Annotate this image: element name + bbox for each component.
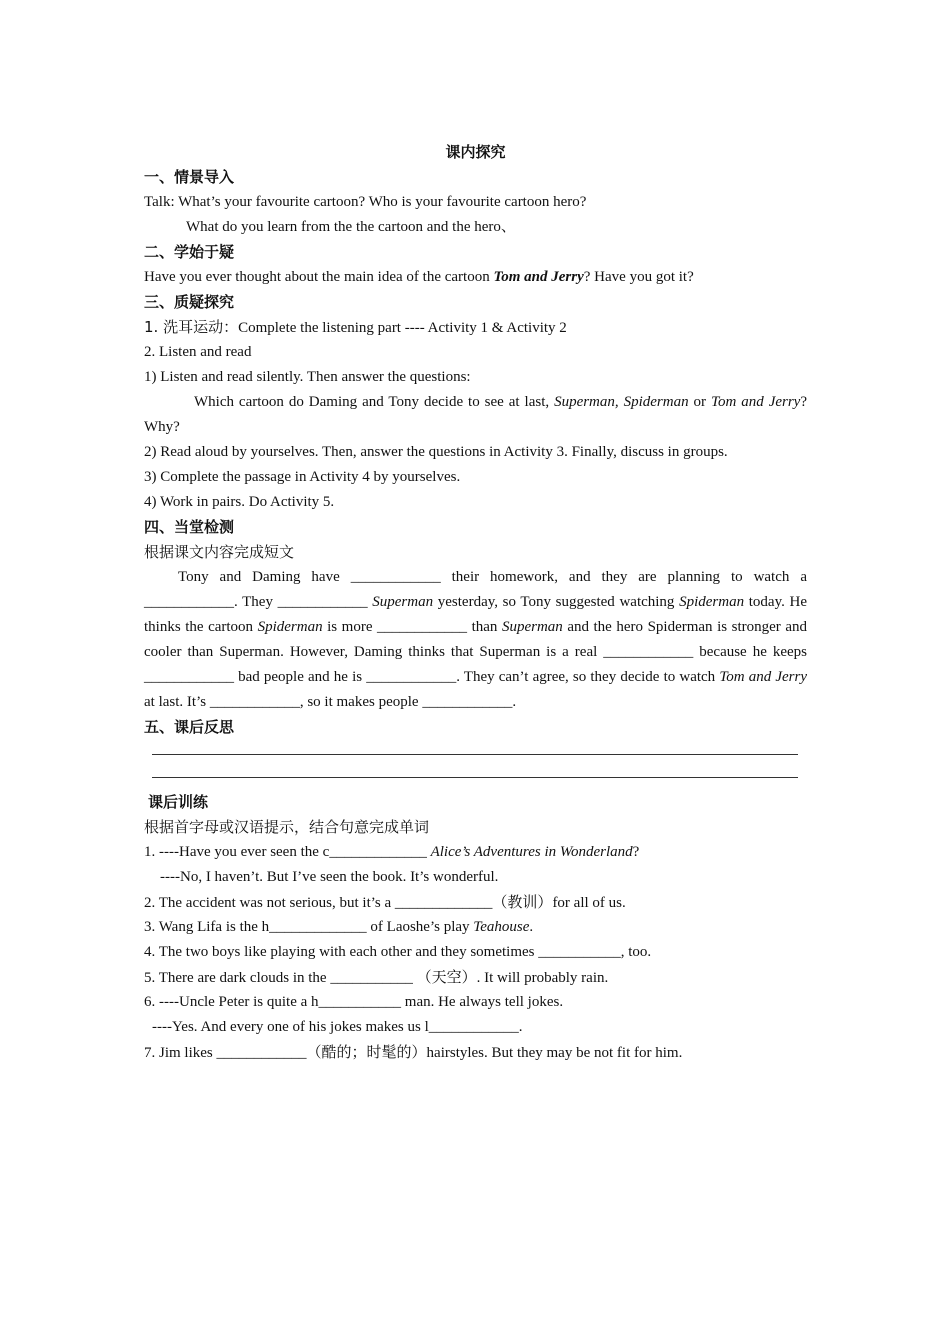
cloze-blank-6: ____________ xyxy=(144,669,234,685)
cloze-text: , so it makes people xyxy=(299,694,423,710)
activity-item-2: 2. Listen and read xyxy=(144,344,252,360)
section-heading-5: 五、课后反思 xyxy=(144,718,235,736)
cloze-italic: Spiderman xyxy=(679,594,745,610)
section-6-instruction: 根据首字母或汉语提示，结合句意完成单词 xyxy=(144,818,430,836)
activity-question-post: ? Why? xyxy=(144,394,808,435)
page-title: 课内探究 xyxy=(445,143,506,161)
activity-item-3: 1) Listen and read silently. Then answer the questions: xyxy=(144,369,471,385)
cloze-blank-7: ____________ xyxy=(366,669,457,685)
worksheet-page xyxy=(144,140,807,1065)
question-line xyxy=(144,265,807,290)
writing-line-1 xyxy=(152,754,798,755)
chinese-hint: （酷的；时髦的） xyxy=(306,1043,427,1061)
question-text-pre: Have you ever thought about the main idea of the cartoon xyxy=(144,269,494,285)
cloze-text: because he keeps xyxy=(693,644,807,660)
cloze-blank-4: ____________ xyxy=(377,619,468,635)
cloze-text: yesterday, so Tony suggested watching xyxy=(433,594,680,610)
section-heading-2: 二、学始于疑 xyxy=(144,243,235,261)
section-heading-4: 四、当堂检测 xyxy=(144,518,235,536)
cloze-text: today. He thinks the cartoon xyxy=(144,594,807,635)
exercise-text: 3. Wang Lifa is the h_____________ of Laoshe’s play xyxy=(144,919,474,935)
cloze-text: . xyxy=(512,694,517,710)
activity-question-em2b: and Jerry xyxy=(741,394,801,410)
cloze-text: is more xyxy=(322,619,378,635)
cloze-text: than xyxy=(467,619,502,635)
cloze-passage xyxy=(144,565,807,715)
cloze-text: Tony and Daming have xyxy=(178,569,351,585)
question-text-post: ? Have you got it? xyxy=(583,269,694,285)
activity-question xyxy=(144,390,807,440)
exercise-3 xyxy=(144,915,807,940)
talk-line: Talk: What’s your favourite cartoon? Who is your favourite cartoon hero? xyxy=(144,194,587,210)
section-heading-6: 课后训练 xyxy=(148,793,209,811)
play-title: Teahouse xyxy=(473,919,530,935)
cloze-italic: Spiderman xyxy=(257,619,323,635)
cloze-text: and the hero Spiderman is stronger and cooler than Superman. However, Daming thinks that Superman is a real xyxy=(144,619,807,660)
exercise-1 xyxy=(144,840,807,865)
section-heading-1: 一、情景导入 xyxy=(144,168,235,186)
activity-question-em1: Superman, Spiderman xyxy=(554,394,689,410)
writing-line-2 xyxy=(152,777,798,778)
cloze-blank-3: ____________ xyxy=(277,594,368,610)
exercise-text: . xyxy=(529,919,534,935)
cloze-blank-8: ____________ xyxy=(209,694,300,710)
activity-item-5: 3) Complete the passage in Activity 4 by yourselves. xyxy=(144,469,461,485)
talk-line-2: What do you learn from the the cartoon and the hero、 xyxy=(186,219,516,235)
exercise-text: 7. Jim likes ____________ xyxy=(144,1045,307,1061)
exercise-6: 6. ----Uncle Peter is quite a h___________ man. He always tell jokes. xyxy=(144,994,564,1010)
chinese-hint: （天空） xyxy=(416,968,477,986)
cloze-text: their homework, and they are planning to watch a xyxy=(440,569,807,585)
exercise-2 xyxy=(144,890,807,915)
exercise-text: . It will probably rain. xyxy=(476,970,609,986)
exercise-text: hairstyles. But they may be not fit for him. xyxy=(426,1045,683,1061)
cloze-blank-9: ____________ xyxy=(422,694,513,710)
exercise-text: for all of us. xyxy=(552,895,626,911)
exercise-5 xyxy=(144,965,807,990)
exercise-7 xyxy=(144,1040,807,1065)
chinese-hint: （教训） xyxy=(492,893,553,911)
cloze-text: at last. It’s xyxy=(144,694,210,710)
cloze-blank-5: ____________ xyxy=(603,644,694,660)
exercise-6-answer: ----Yes. And every one of his jokes makes us l____________. xyxy=(152,1019,523,1035)
section-4-instruction: 根据课文内容完成短文 xyxy=(144,543,295,561)
cloze-text: bad people and he is xyxy=(234,669,367,685)
cloze-italic: Tom and Jerry xyxy=(719,669,808,685)
exercise-text: ? xyxy=(632,844,640,860)
exercise-text: 1. ----Have you ever seen the c_____________ xyxy=(144,844,431,860)
activity-item-1 xyxy=(144,315,807,340)
cloze-italic: Superman xyxy=(372,594,434,610)
cloze-text: . They can’t agree, so they decide to watch xyxy=(456,669,720,685)
activity-item-6: 4) Work in pairs. Do Activity 5. xyxy=(144,494,335,510)
cloze-text: . They xyxy=(234,594,278,610)
activity-question-em2a: Tom xyxy=(710,394,737,410)
cloze-blank-1: ____________ xyxy=(350,569,441,585)
exercise-4: 4. The two boys like playing with each other and they sometimes ___________, too. xyxy=(144,944,652,960)
exercise-text: 5. There are dark clouds in the ___________ xyxy=(144,970,417,986)
exercise-1-answer: ----No, I haven’t. But I’ve seen the book. It’s wonderful. xyxy=(160,869,499,885)
activity-item-1-cn: 1. 洗耳运动： xyxy=(144,318,239,336)
activity-question-pre: Which cartoon do Daming and Tony decide to see at last, xyxy=(194,394,555,410)
activity-item-1-en: Complete the listening part ---- Activity 1 & Activity 2 xyxy=(238,320,567,336)
section-heading-3: 三、质疑探究 xyxy=(144,293,235,311)
cloze-blank-2: ____________ xyxy=(144,594,234,610)
cartoon-title: Tom and Jerry xyxy=(493,269,584,285)
activity-question-mid: or xyxy=(688,394,711,410)
book-title: Alice’s Adventures in Wonderland xyxy=(430,844,633,860)
cloze-italic: Superman xyxy=(501,619,563,635)
reflection-lines xyxy=(144,740,807,778)
exercise-text: 2. The accident was not serious, but it’s a _____________ xyxy=(144,895,493,911)
activity-item-4: 2) Read aloud by yourselves. Then, answer the questions in Activity 3. Finally, discuss in groups. xyxy=(144,444,728,460)
